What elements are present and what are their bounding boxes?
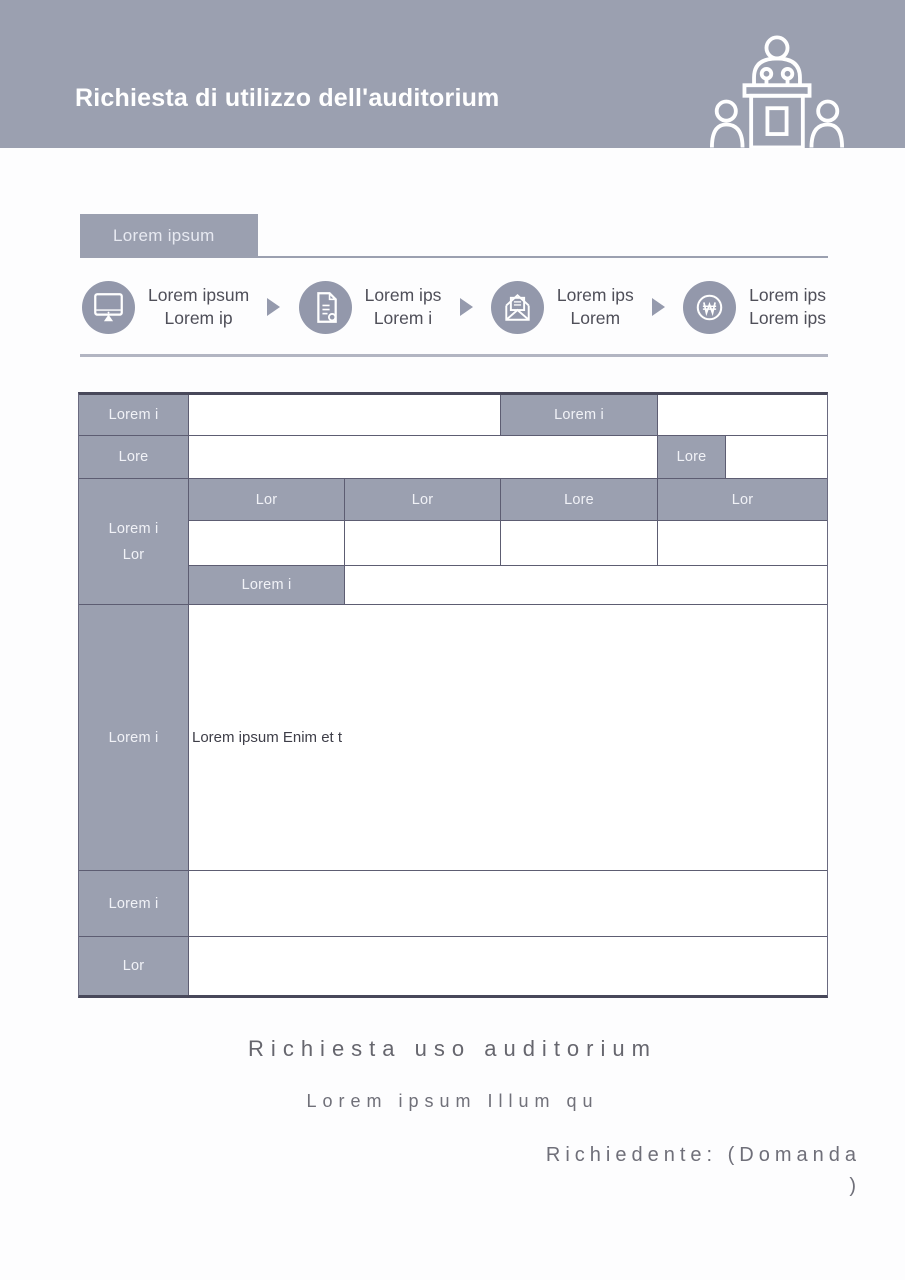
row2-field-2[interactable] xyxy=(726,436,827,478)
tab-lorem-ipsum[interactable]: Lorem ipsum xyxy=(80,214,258,257)
row2-field-1[interactable] xyxy=(189,436,658,478)
table-row xyxy=(79,436,827,479)
sub-label: Lorem i xyxy=(189,566,345,604)
arrow-right-icon xyxy=(267,298,280,316)
group-label: Lorem i Lor xyxy=(79,479,189,604)
column-header: Lor xyxy=(189,479,345,520)
monitor-icon xyxy=(82,281,135,334)
row5-label: Lorem i xyxy=(79,871,189,936)
podium-speaker-icon xyxy=(710,33,844,148)
row1-field-1[interactable] xyxy=(189,395,501,435)
won-coin-icon xyxy=(683,281,736,334)
column-header: Lor xyxy=(658,479,827,520)
group-field-2[interactable] xyxy=(345,521,501,565)
table-row xyxy=(79,395,827,436)
group-field-3[interactable] xyxy=(501,521,658,565)
table-row xyxy=(79,871,827,937)
footer-title: Richiesta uso auditorium xyxy=(248,1036,657,1061)
document-icon xyxy=(299,281,352,334)
group-header-row xyxy=(189,479,827,521)
row1-label: Lorem i xyxy=(79,395,189,435)
row1-field-2[interactable] xyxy=(658,395,827,435)
column-header: Lor xyxy=(345,479,501,520)
footer-subtitle: Lorem ipsum Illum qu xyxy=(306,1091,599,1111)
envelope-icon xyxy=(491,281,544,334)
flow-step-2 xyxy=(299,281,442,334)
row4-label: Lorem i xyxy=(79,605,189,870)
group-sub-row xyxy=(189,566,827,604)
group-field-4[interactable] xyxy=(658,521,827,565)
column-header: Lore xyxy=(501,479,658,520)
flow-step-label: Lorem ips Lorem i xyxy=(364,285,442,328)
process-flow xyxy=(82,276,826,338)
flow-step-1 xyxy=(82,281,249,334)
row5-field[interactable] xyxy=(189,871,827,936)
page-title: Richiesta di utilizzo dell'auditorium xyxy=(75,84,500,112)
arrow-right-icon xyxy=(460,298,473,316)
row4-field[interactable] xyxy=(189,605,827,870)
footer-signature: Richiedente: (Domanda ) xyxy=(545,1144,861,1197)
group-field-1[interactable] xyxy=(189,521,345,565)
row2-label-2: Lore xyxy=(658,436,726,478)
page-header xyxy=(0,0,905,148)
section-divider xyxy=(80,354,828,357)
table-row-group xyxy=(79,479,827,605)
flow-step-label: Lorem ipsum Lorem ip xyxy=(148,285,250,328)
arrow-right-icon xyxy=(652,298,665,316)
flow-step-3 xyxy=(491,281,634,334)
request-form-table xyxy=(78,392,828,998)
group-grid xyxy=(189,479,827,604)
tab-underline xyxy=(80,256,828,258)
table-row xyxy=(79,605,827,871)
table-row xyxy=(79,937,827,995)
row6-label: Lor xyxy=(79,937,189,995)
sub-field[interactable] xyxy=(345,566,827,604)
row1-label-2: Lorem i xyxy=(501,395,658,435)
group-input-row xyxy=(189,521,827,566)
row2-label: Lore xyxy=(79,436,189,478)
flow-step-label: Lorem ips Lorem xyxy=(556,285,634,328)
flow-step-4 xyxy=(683,281,826,334)
flow-step-label: Lorem ips Lorem ips xyxy=(749,285,826,328)
row4-value: Lorem ipsum Enim et t xyxy=(192,729,343,746)
row6-field[interactable] xyxy=(189,937,827,995)
